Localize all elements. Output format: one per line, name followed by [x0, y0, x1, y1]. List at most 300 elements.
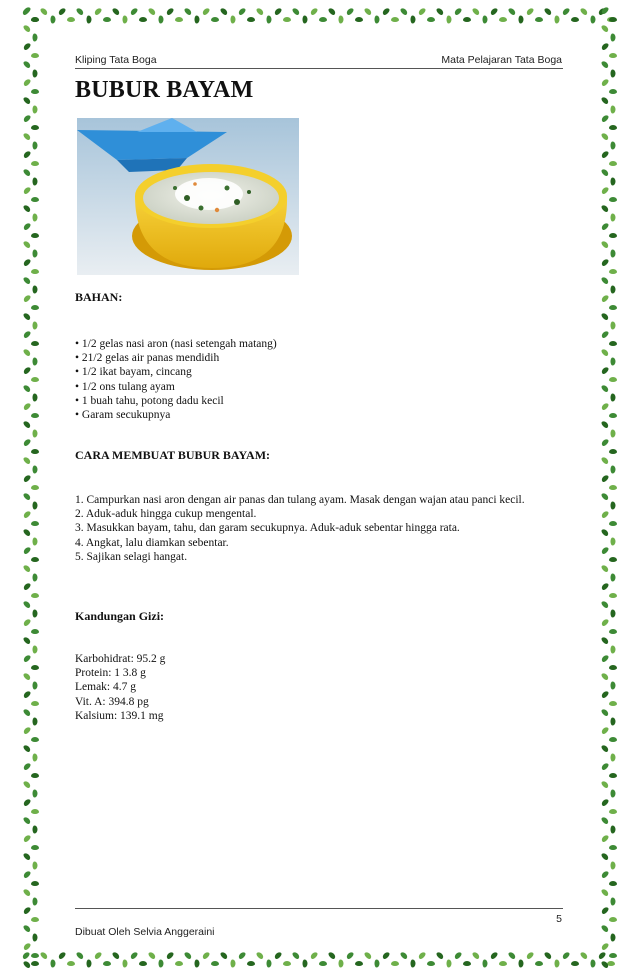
border-leaf [611, 250, 616, 258]
border-leaf [22, 222, 31, 231]
border-leaf [22, 150, 31, 159]
border-leaf [499, 961, 507, 966]
border-leaf [33, 754, 38, 762]
border-leaf [600, 672, 609, 681]
border-leaf [22, 114, 31, 123]
border-leaf [611, 538, 616, 546]
border-leaf [31, 809, 39, 814]
border-leaf [609, 629, 617, 634]
header-divider [75, 68, 563, 69]
border-leaf [33, 430, 38, 438]
border-leaf [611, 286, 616, 294]
border-leaf [600, 312, 609, 321]
border-leaf [611, 826, 616, 834]
border-leaf [33, 718, 38, 726]
border-leaf [611, 466, 616, 474]
border-leaf [609, 305, 617, 310]
border-leaf [211, 17, 219, 22]
border-leaf [609, 845, 617, 850]
border-leaf [483, 960, 488, 968]
border-leaf [600, 726, 609, 735]
border-leaf [159, 16, 164, 24]
leaf-border-right [598, 6, 620, 972]
border-leaf [22, 240, 31, 249]
border-leaf [609, 125, 617, 130]
border-leaf [283, 17, 291, 22]
border-leaf [435, 951, 444, 960]
border-leaf [195, 16, 200, 24]
border-leaf [600, 654, 609, 663]
border-leaf [391, 17, 399, 22]
border-leaf [22, 492, 31, 501]
border-leaf [22, 366, 31, 375]
border-leaf [611, 322, 616, 330]
border-leaf [87, 960, 92, 968]
border-leaf [600, 114, 609, 123]
border-leaf [600, 690, 609, 699]
border-leaf [535, 17, 543, 22]
border-leaf [219, 7, 228, 16]
border-leaf [600, 960, 609, 969]
border-leaf [33, 106, 38, 114]
border-leaf [255, 7, 264, 16]
border-leaf [600, 600, 609, 609]
border-leaf [33, 682, 38, 690]
border-leaf [283, 961, 291, 966]
border-leaf [22, 420, 31, 429]
border-leaf [31, 737, 39, 742]
border-leaf [273, 7, 282, 16]
border-leaf [33, 394, 38, 402]
border-leaf [611, 934, 616, 942]
border-leaf [453, 7, 462, 16]
border-leaf [22, 528, 31, 537]
border-leaf [499, 17, 507, 22]
border-leaf [611, 430, 616, 438]
border-leaf [609, 521, 617, 526]
border-leaf [345, 951, 354, 960]
border-leaf [600, 798, 609, 807]
border-leaf [57, 951, 66, 960]
border-leaf [67, 961, 75, 966]
border-leaf [22, 726, 31, 735]
gizi-item: Lemak: 4.7 g [75, 681, 136, 694]
border-leaf [375, 960, 380, 968]
border-leaf [600, 78, 609, 87]
gizi-item: Kalsium: 139.1 mg [75, 709, 164, 722]
border-leaf [600, 456, 609, 465]
border-leaf [31, 845, 39, 850]
bahan-item: • 1 buah tahu, potong dadu kecil [75, 394, 224, 407]
gizi-item: Karbohidrat: 95.2 g [75, 653, 166, 665]
border-leaf [22, 6, 31, 15]
border-leaf [22, 60, 31, 69]
border-leaf [417, 951, 426, 960]
border-leaf [22, 852, 31, 861]
border-leaf [31, 197, 39, 202]
border-leaf [129, 951, 138, 960]
border-leaf [463, 17, 471, 22]
border-leaf [609, 485, 617, 490]
border-leaf [611, 790, 616, 798]
border-leaf [33, 286, 38, 294]
border-leaf [103, 17, 111, 22]
border-leaf [339, 16, 344, 24]
leaf-border-bottom [20, 950, 618, 972]
border-leaf [339, 960, 344, 968]
border-leaf [611, 610, 616, 618]
border-leaf [611, 682, 616, 690]
bahan-item: • 1/2 ikat bayam, cincang [75, 366, 192, 379]
border-leaf [111, 7, 120, 16]
border-leaf [489, 951, 498, 960]
border-leaf [399, 951, 408, 960]
border-leaf [609, 593, 617, 598]
border-leaf [22, 258, 31, 267]
border-leaf [411, 16, 416, 24]
border-leaf [22, 546, 31, 555]
border-leaf [600, 186, 609, 195]
border-leaf [31, 377, 39, 382]
border-leaf [22, 888, 31, 897]
border-leaf [247, 961, 255, 966]
border-leaf [183, 7, 192, 16]
border-leaf [31, 629, 39, 634]
border-leaf [611, 106, 616, 114]
border-leaf [600, 870, 609, 879]
border-leaf [579, 7, 588, 16]
border-leaf [391, 961, 399, 966]
border-leaf [31, 17, 39, 22]
bahan-item: • Garam secukupnya [75, 409, 171, 422]
border-leaf [600, 438, 609, 447]
border-leaf [600, 762, 609, 771]
border-leaf [183, 951, 192, 960]
border-leaf [609, 161, 617, 166]
border-leaf [611, 142, 616, 150]
border-leaf [33, 466, 38, 474]
border-leaf [600, 348, 609, 357]
border-leaf [611, 862, 616, 870]
border-leaf [609, 917, 617, 922]
cara-step: 3. Masukkan bayam, tahu, dan garam secukupnya. Aduk-aduk sebentar hingga rata. [75, 522, 460, 535]
border-leaf [600, 942, 609, 951]
border-leaf [600, 402, 609, 411]
border-leaf [22, 402, 31, 411]
bahan-item: • 1/2 gelas nasi aron (nasi setengah matang) [75, 338, 277, 350]
border-leaf [507, 7, 516, 16]
border-leaf [22, 276, 31, 285]
border-leaf [611, 70, 616, 78]
border-leaf [22, 762, 31, 771]
border-leaf [51, 960, 56, 968]
border-leaf [237, 951, 246, 960]
border-leaf [175, 961, 183, 966]
border-leaf [33, 862, 38, 870]
border-leaf [609, 197, 617, 202]
border-leaf [519, 960, 524, 968]
border-leaf [31, 449, 39, 454]
border-leaf [411, 960, 416, 968]
border-leaf [375, 16, 380, 24]
page-number: 5 [556, 913, 562, 925]
border-leaf [609, 269, 617, 274]
border-leaf [611, 718, 616, 726]
border-leaf [609, 377, 617, 382]
cara-step: 2. Aduk-aduk hingga cukup mengental. [75, 508, 257, 521]
gizi-item: Protein: 1 3.8 g [75, 667, 146, 680]
border-leaf [291, 951, 300, 960]
border-leaf [33, 790, 38, 798]
border-leaf [303, 960, 308, 968]
bahan-heading: BAHAN: [75, 290, 123, 304]
border-leaf [555, 16, 560, 24]
border-leaf [611, 358, 616, 366]
border-leaf [31, 665, 39, 670]
border-leaf [75, 951, 84, 960]
border-leaf [31, 521, 39, 526]
border-leaf [611, 34, 616, 42]
border-leaf [51, 16, 56, 24]
cara-step: 4. Angkat, lalu diamkan sebentar. [75, 536, 229, 549]
leaf-border-top [20, 6, 618, 28]
border-leaf [561, 7, 570, 16]
cara-step: 5. Sajikan selagi hangat. [75, 550, 188, 563]
border-leaf [381, 951, 390, 960]
border-leaf [33, 646, 38, 654]
border-leaf [363, 7, 372, 16]
border-leaf [31, 917, 39, 922]
border-leaf [33, 214, 38, 222]
border-leaf [600, 888, 609, 897]
border-leaf [600, 816, 609, 825]
border-leaf [33, 898, 38, 906]
gizi-list [75, 652, 165, 723]
border-leaf [471, 951, 480, 960]
border-leaf [22, 78, 31, 87]
border-leaf [33, 502, 38, 510]
border-leaf [31, 485, 39, 490]
border-leaf [609, 233, 617, 238]
header-right-text: Mata Pelajaran Tata Boga [441, 54, 562, 66]
border-leaf [165, 7, 174, 16]
border-leaf [600, 528, 609, 537]
border-leaf [611, 214, 616, 222]
border-leaf [22, 582, 31, 591]
border-leaf [103, 961, 111, 966]
border-leaf [139, 961, 147, 966]
border-leaf [600, 474, 609, 483]
border-leaf [201, 951, 210, 960]
border-leaf [600, 510, 609, 519]
border-leaf [600, 258, 609, 267]
border-leaf [22, 96, 31, 105]
border-leaf [571, 17, 579, 22]
border-leaf [31, 161, 39, 166]
border-leaf [22, 834, 31, 843]
border-leaf [22, 24, 31, 33]
border-leaf [319, 961, 327, 966]
border-leaf [22, 474, 31, 483]
border-leaf [237, 7, 246, 16]
border-leaf [611, 394, 616, 402]
border-leaf [33, 574, 38, 582]
border-leaf [609, 701, 617, 706]
border-leaf [525, 951, 534, 960]
border-leaf [611, 574, 616, 582]
border-leaf [609, 89, 617, 94]
page-title: BUBUR BAYAM [75, 77, 254, 103]
gizi-item: Vit. A: 394.8 pg [75, 695, 149, 708]
border-leaf [22, 348, 31, 357]
border-leaf [600, 168, 609, 177]
border-leaf [22, 654, 31, 663]
border-leaf [33, 250, 38, 258]
footer-divider [75, 908, 563, 909]
border-leaf [327, 951, 336, 960]
border-leaf [22, 780, 31, 789]
border-leaf [600, 906, 609, 915]
border-leaf [31, 557, 39, 562]
border-leaf [139, 17, 147, 22]
border-leaf [22, 924, 31, 933]
border-leaf [31, 89, 39, 94]
border-leaf [355, 17, 363, 22]
border-leaf [600, 60, 609, 69]
border-leaf [31, 125, 39, 130]
border-leaf [93, 7, 102, 16]
border-leaf [600, 384, 609, 393]
border-leaf [22, 312, 31, 321]
border-leaf [33, 142, 38, 150]
border-leaf [22, 600, 31, 609]
cara-membuat-steps [75, 493, 555, 564]
border-leaf [345, 7, 354, 16]
border-leaf [57, 7, 66, 16]
border-leaf [543, 951, 552, 960]
border-leaf [22, 294, 31, 303]
border-leaf [22, 168, 31, 177]
border-leaf [22, 186, 31, 195]
border-leaf [600, 204, 609, 213]
border-leaf [267, 960, 272, 968]
border-leaf [600, 546, 609, 555]
border-leaf [600, 150, 609, 159]
border-leaf [600, 636, 609, 645]
border-leaf [435, 7, 444, 16]
border-leaf [609, 737, 617, 742]
border-leaf [447, 960, 452, 968]
border-leaf [363, 951, 372, 960]
border-leaf [609, 557, 617, 562]
border-leaf [33, 322, 38, 330]
border-leaf [93, 951, 102, 960]
border-leaf [22, 870, 31, 879]
border-leaf [447, 16, 452, 24]
border-leaf [611, 502, 616, 510]
bahan-item: • 21/2 gelas air panas mendidih [75, 352, 220, 365]
border-leaf [31, 269, 39, 274]
border-leaf [561, 951, 570, 960]
border-leaf [600, 222, 609, 231]
border-leaf [165, 951, 174, 960]
border-leaf [22, 708, 31, 717]
border-leaf [600, 42, 609, 51]
border-leaf [427, 961, 435, 966]
border-leaf [129, 7, 138, 16]
border-leaf [123, 960, 128, 968]
border-leaf [231, 16, 236, 24]
border-leaf [33, 358, 38, 366]
border-leaf [31, 413, 39, 418]
border-leaf [571, 961, 579, 966]
leaf-border-left [20, 6, 42, 972]
border-leaf [309, 951, 318, 960]
border-leaf [31, 701, 39, 706]
border-leaf [33, 934, 38, 942]
border-leaf [463, 961, 471, 966]
border-leaf [219, 951, 228, 960]
border-leaf [255, 951, 264, 960]
border-leaf [609, 773, 617, 778]
border-leaf [327, 7, 336, 16]
border-leaf [291, 7, 300, 16]
border-leaf [600, 834, 609, 843]
border-leaf [611, 754, 616, 762]
border-leaf [600, 492, 609, 501]
border-leaf [319, 17, 327, 22]
border-leaf [22, 636, 31, 645]
border-leaf [600, 366, 609, 375]
border-leaf [33, 34, 38, 42]
border-leaf [609, 449, 617, 454]
spinach-porridge-bowl-image [77, 118, 299, 275]
border-leaf [471, 7, 480, 16]
border-leaf [33, 610, 38, 618]
border-leaf [247, 17, 255, 22]
border-leaf [22, 132, 31, 141]
border-leaf [33, 826, 38, 834]
border-leaf [609, 665, 617, 670]
border-leaf [355, 961, 363, 966]
border-leaf [609, 953, 617, 958]
border-leaf [22, 672, 31, 681]
border-leaf [600, 708, 609, 717]
border-leaf [67, 17, 75, 22]
border-leaf [600, 294, 609, 303]
border-leaf [609, 881, 617, 886]
border-leaf [31, 305, 39, 310]
border-leaf [535, 961, 543, 966]
border-leaf [611, 646, 616, 654]
border-leaf [22, 510, 31, 519]
border-leaf [600, 780, 609, 789]
border-leaf [399, 7, 408, 16]
border-leaf [175, 17, 183, 22]
border-leaf [609, 341, 617, 346]
border-leaf [427, 17, 435, 22]
border-leaf [31, 341, 39, 346]
border-leaf [22, 744, 31, 753]
border-leaf [483, 16, 488, 24]
cara-membuat-heading: CARA MEMBUAT BUBUR BAYAM: [75, 448, 271, 462]
border-leaf [309, 7, 318, 16]
border-leaf [22, 816, 31, 825]
border-leaf [555, 960, 560, 968]
border-leaf [600, 564, 609, 573]
border-leaf [525, 7, 534, 16]
footer-author: Dibuat Oleh Selvia Anggeraini [75, 926, 215, 938]
